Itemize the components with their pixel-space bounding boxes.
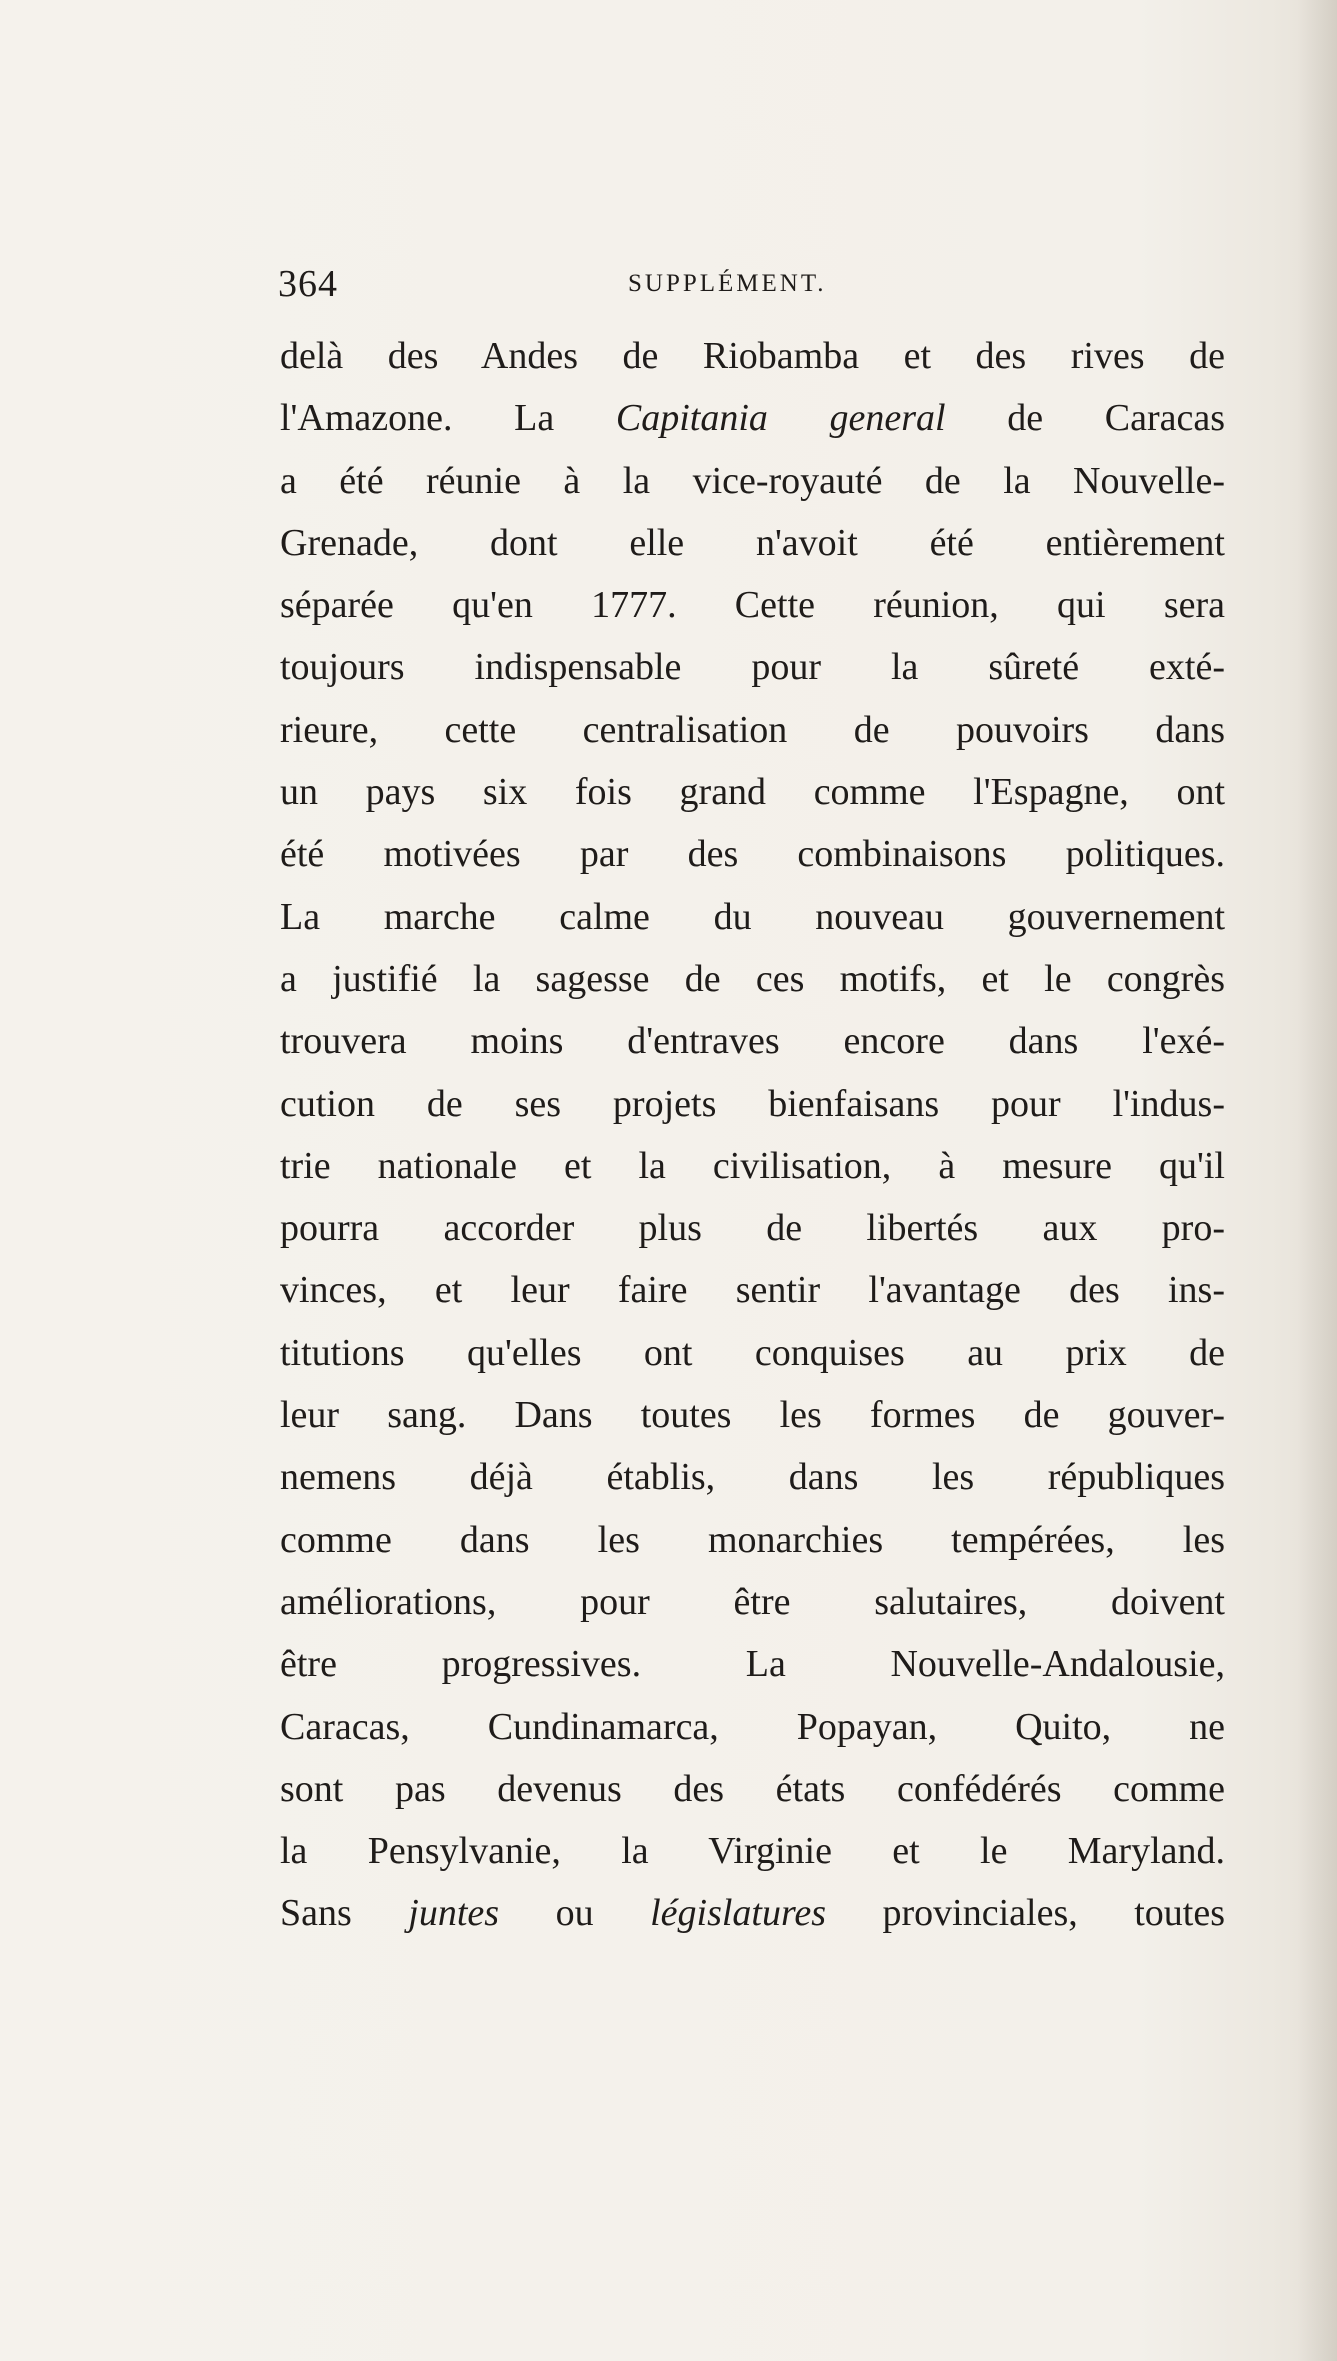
- text-line: delà des Andes de Riobamba et des rives de: [280, 335, 1225, 377]
- text-line: Caracas, Cundinamarca, Popayan, Quito, ne: [280, 1705, 1225, 1748]
- text-line: La marche calme du nouveau gouvernement: [280, 895, 1225, 938]
- italic-text: Capitania general: [615, 397, 946, 440]
- text-line: Grenade, dont elle n'avoit été entièrement: [280, 521, 1225, 564]
- text-line: améliorations, pour être salutaires, doivent: [280, 1580, 1225, 1623]
- text-line: a justifié la sagesse de ces motifs, et le congrès: [280, 957, 1225, 1000]
- body-text: [280, 325, 1225, 1945]
- text-line: un pays six fois grand comme l'Espagne, ont: [280, 771, 1225, 814]
- text-line: titutions qu'elles ont conquises au prix de: [280, 1331, 1225, 1374]
- text-line: être progressives. La Nouvelle-Andalousie,: [280, 1643, 1225, 1686]
- text-line: a été réunie à la vice-royauté de la Nouvelle-: [280, 459, 1225, 502]
- text-line: cution de ses projets bienfaisans pour l'indus-: [280, 1082, 1225, 1125]
- page-number: 364: [278, 263, 338, 305]
- text-line: nemens déjà établis, dans les républiques: [280, 1456, 1225, 1499]
- page-header: [278, 262, 1228, 312]
- text-line: toujours indispensable pour la sûreté exté-: [280, 646, 1225, 689]
- text-line: trie nationale et la civilisation, à mesure qu'il: [280, 1144, 1225, 1187]
- text-line: séparée qu'en 1777. Cette réunion, qui sera: [280, 584, 1225, 627]
- text-line: leur sang. Dans toutes les formes de gouver-: [280, 1394, 1225, 1437]
- text-line: la Pensylvanie, la Virginie et le Maryland.: [280, 1830, 1225, 1873]
- page-edge-shadow: [1297, 0, 1337, 2361]
- italic-text: législatures: [650, 1892, 827, 1935]
- italic-text: juntes: [408, 1892, 500, 1935]
- text-line: Sans juntes ou législatures provinciales, toutes: [280, 1892, 1226, 1935]
- text-line: pourra accorder plus de libertés aux pro-: [280, 1207, 1225, 1250]
- text-line: trouvera moins d'entraves encore dans l'exé-: [280, 1020, 1225, 1063]
- text-line: vinces, et leur faire sentir l'avantage des ins-: [280, 1269, 1225, 1312]
- running-head: SUPPLÉMENT.: [628, 270, 827, 297]
- text-line: été motivées par des combinaisons politiques.: [280, 833, 1225, 876]
- text-line: comme dans les monarchies tempérées, les: [280, 1518, 1225, 1561]
- text-line: sont pas devenus des états confédérés comme: [280, 1767, 1225, 1810]
- text-line: l'Amazone. La Capitania general de Caracas: [280, 397, 1225, 440]
- text-line: rieure, cette centralisation de pouvoirs dans: [280, 708, 1225, 751]
